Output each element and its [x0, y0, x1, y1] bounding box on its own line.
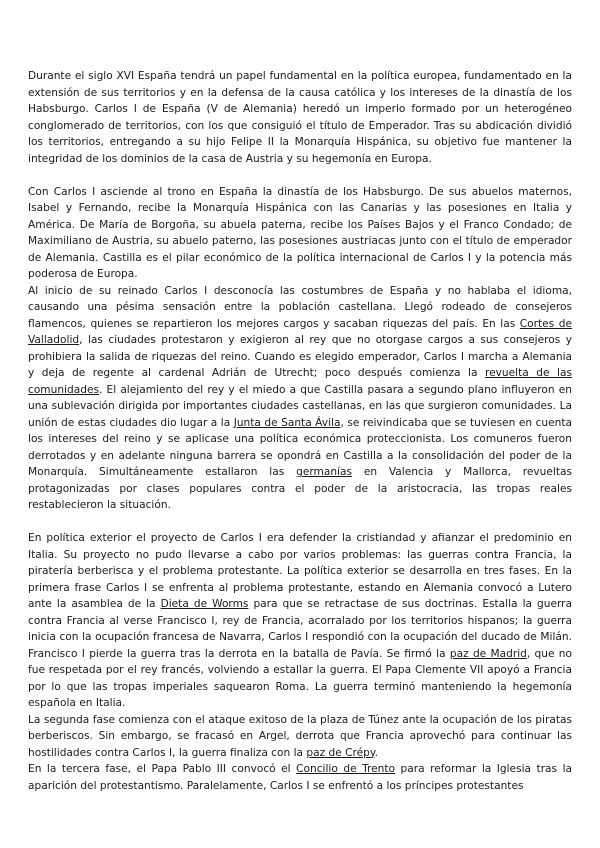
glossary-link[interactable]: Junta de Santa Ávila [233, 416, 341, 429]
text-run: En política exterior el proyecto de Carlos I era defender la cristiandad y afianzar el predominio en Italia. Su proyecto no pudo llevarse a cabo por varios problemas: las guerras contra Francia, la piratería berberisca y el problema protestante. La política exterior se desarrolla en tres fases. En la primera frase Carlos I se enfrenta al problema protestante, estando en Alemania convocó a Lutero ante la asamblea de la [28, 532, 572, 610]
text-run: . El alejamiento del rey y el miedo a que Castilla pasara a segundo plano influyeron en una sublevación dirigida por importantes ciudades castellanas, en las que surgieron comunidades. La unión de estas ciudades dio lugar a la [28, 383, 572, 429]
paragraph [28, 530, 572, 712]
paragraph-spacer [28, 167, 572, 184]
text-run: para que se retractase de sus doctrinas. Estalla la guerra contra Francia al verse Francisco I, rey de Francia, acorralado por los territorios hispanos; la guerra inicia con la ocupación francesa de Navarra, Carlos I respondió con la ocupación del ducado de Milán. Francisco I pierde la guerra tras la derrota en la batalla de Pavía. Se firmó la [28, 598, 572, 660]
text-run: en Valencia y Mallorca, revueltas protagonizadas por clases populares contra el poder de la aristocracia, las tropas reales restablecieron la situación. [28, 466, 573, 511]
glossary-link[interactable]: Dieta de Worms [160, 598, 249, 610]
text-run: para reformar la Iglesia tras la aparición del protestantismo. Paralelamente, Carlos I se enfrentó a los príncipes protestantes [28, 763, 573, 792]
paragraph [28, 283, 572, 514]
paragraph-spacer [28, 514, 572, 531]
paragraph [28, 68, 572, 167]
glossary-link[interactable]: Cortes de Valladolid [28, 317, 572, 346]
glossary-link[interactable]: paz de Crépy [306, 746, 375, 759]
text-run: . [374, 746, 379, 759]
text-run: La segunda fase comienza con el ataque exitoso de la plaza de Túnez ante la ocupación de los piratas berberiscos. Sin embargo, se fracasó en Argel, derrota que Francia aprovechó para continuar las hostilidades contra Carlos I, la guerra finaliza con la [28, 713, 572, 759]
text-run: Con Carlos I asciende al trono en España la dinastía de los Habsburgo. De sus abuelos maternos, Isabel y Fernando, recibe la Monarquía Hispánica con las Canarias y las posesiones en Italia y América. De María de Borgoña, su abuela paterna, recibe los Países Bajos y el Franco Condado; de Maximiliano de Austria, su abuelo paterno, las posesiones austriacas junto con el título de emperador de Alemania. Castilla es el pilar económico de la política internacional de Carlos I y la potencia más poderosa de Europa. [28, 185, 572, 280]
text-run: Al inicio de su reinado Carlos I desconocía las costumbres de España y no hablaba el idioma, causando una pésima sensación entre la población castellana. Llegó rodeado de consejeros flamencos, quienes se repartieron los mejores cargos y sacaban riquezas del país. En las [28, 284, 572, 330]
document-body [28, 68, 572, 794]
glossary-link[interactable]: Concilio de Trento [296, 763, 396, 775]
paragraph [28, 761, 572, 794]
glossary-link[interactable]: paz de Madrid [449, 647, 527, 660]
text-run: , que no fue respetada por el rey francés, volviendo a estallar la guerra. El Papa Clemente VII apoyó a Francia por lo que las tropas imperiales saquearon Roma. La guerra terminó manteniendo la hegemonía española en Italia. [28, 647, 572, 709]
text-run: , las ciudades protestaron y exigieron al rey que no otorgase cargos a sus consejeros y prohibiera la salida de riquezas del reino. Cuando es elegido emperador, Carlos I marcha a Alemania y deja de regente al cardenal Adrián de Utrecht; poco después comienza la [28, 334, 572, 379]
text-run: , se reivindicaba que se tuviesen en cuenta los intereses del reino y se aplicase una política económica proteccionista. Los comuneros fueron derrotados y en adelante ninguna barrera se opondrá en Castilla a la consolidación del poder de la Monarquía. Simultáneamente estallaron las [28, 416, 572, 478]
paragraph [28, 184, 572, 283]
glossary-link[interactable]: germanías [296, 466, 352, 478]
text-run: En la tercera fase, el Papa Pablo III convocó el [28, 763, 297, 775]
paragraph [28, 712, 572, 762]
text-run: Durante el siglo XVI España tendrá un papel fundamental en la política europea, fundamentado en la extensión de sus territorios y en la defensa de la causa católica y los intereses de la dinastía de los Habsburgo. Carlos I de España (V de Alemania) heredó un imperio formado por un heterogéneo conglomerado de territorios, con los que consiguió el título de Emperador. Tras su abdicación dividió los territorios, entregando a su hijo Felipe II la Monarquía Hispánica, su objetivo fue mantener la integridad de los dominios de la casa de Austria y su hegemonía en Europa. [28, 70, 572, 165]
glossary-link[interactable]: revuelta de las comunidades [28, 367, 572, 396]
